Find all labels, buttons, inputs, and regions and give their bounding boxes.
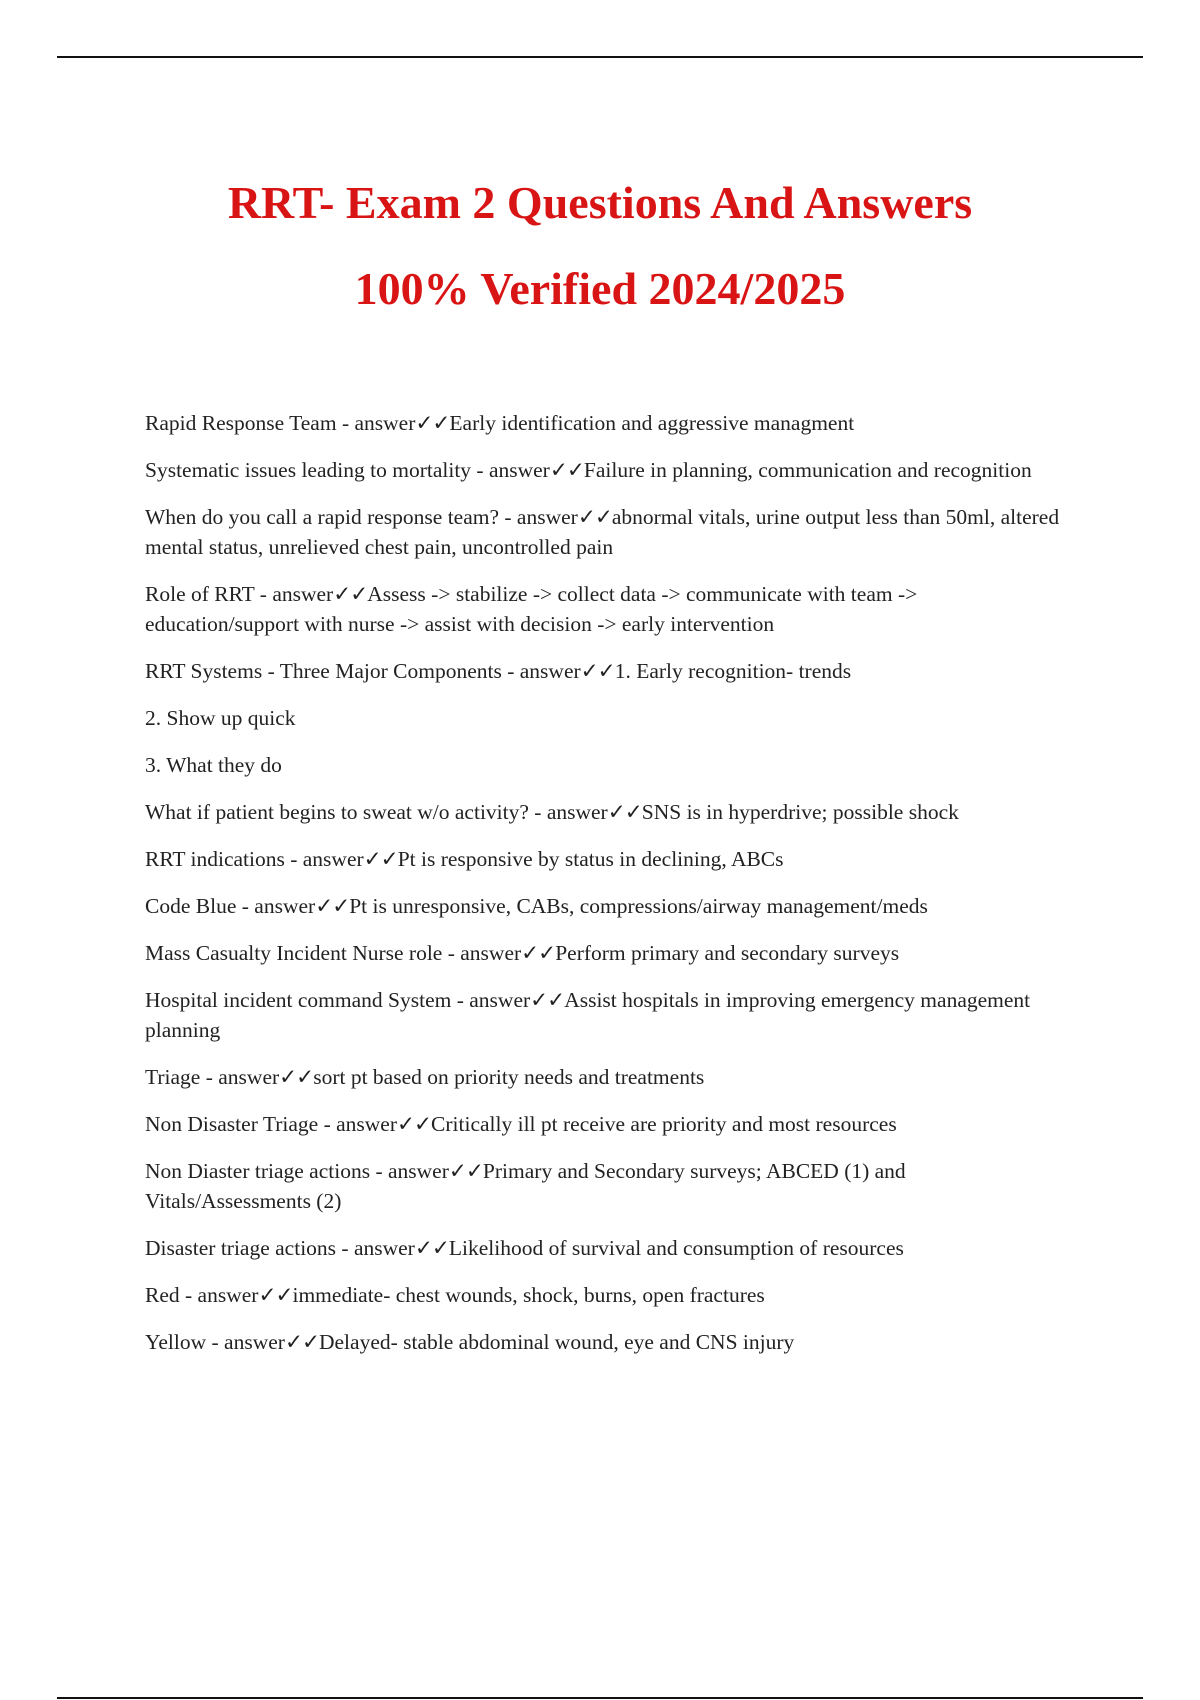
entry-separator: - answer [254,582,334,606]
entry-separator: - answer [442,941,522,965]
entry-separator: - answer [528,800,608,824]
entry-separator: - answer [318,1112,397,1136]
qa-entry [145,455,1075,485]
entry-term: Systematic issues leading to mortality [145,458,472,482]
double-check-icon: ✓✓ [530,988,565,1012]
qa-entry [145,1062,1075,1092]
entry-separator: - answer [179,1283,259,1307]
entry-term: RRT Systems - Three Major Components [145,659,502,683]
entry-answer: sort pt based on priority needs and treatments [313,1065,705,1089]
entry-term: Code Blue [145,894,237,918]
qa-entry [145,891,1075,921]
double-check-icon: ✓✓ [580,659,615,683]
entry-separator: - answer [284,847,364,871]
entry-separator: - answer [499,505,578,529]
double-check-icon: ✓✓ [415,411,450,435]
double-check-icon: ✓✓ [333,582,368,606]
entry-text: 3. What they do [145,753,282,777]
entry-separator: - answer [370,1159,449,1183]
qa-entry [145,502,1075,562]
double-check-icon: ✓✓ [607,800,642,824]
entry-answer: Pt is unresponsive, CABs, compressions/airway management/meds [349,894,928,918]
entry-answer: Assess -> stabilize -> collect data -> communicate with team -> education/support with nurse -> assist with decision -> early intervention [145,582,918,636]
entry-answer: Critically ill pt receive are priority and most resources [431,1112,897,1136]
double-check-icon: ✓✓ [363,847,398,871]
entry-term: Red [145,1283,180,1307]
entry-term: Non Diaster triage actions [145,1159,371,1183]
entry-separator: - answer [336,1236,415,1260]
entry-term: Disaster triage actions [145,1236,337,1260]
entry-term: Role of RRT [145,582,255,606]
qa-entry [145,408,1075,438]
entry-answer: Failure in planning, communication and recognition [583,458,1032,482]
entry-answer: immediate- chest wounds, shock, burns, open fractures [292,1283,765,1307]
entry-separator: - answer [236,894,316,918]
entry-term: Non Disaster Triage [145,1112,319,1136]
double-check-icon: ✓✓ [549,458,584,482]
entry-answer: Primary and Secondary surveys; ABCED (1) and Vitals/Assessments (2) [145,1159,906,1213]
qa-entry [145,1233,1075,1263]
entry-separator: - answer [206,1330,285,1354]
entry-separator: - answer [200,1065,280,1089]
entry-term: Rapid Response Team [145,411,337,435]
entry-term: What if patient begins to sweat w/o activity? [145,800,529,824]
entry-answer: 1. Early recognition- trends [614,659,852,683]
qa-entry [145,1109,1075,1139]
entry-answer: Assist hospitals in improving emergency management planning [145,988,1031,1042]
double-check-icon: ✓✓ [258,1283,293,1307]
qa-entry [145,656,1075,686]
qa-list [145,408,1075,1374]
title-line-2: 100% Verified 2024/2025 [354,263,846,314]
top-rule [57,56,1143,58]
entry-answer: Delayed- stable abdominal wound, eye and CNS injury [318,1330,795,1354]
entry-term: Mass Casualty Incident Nurse role [145,941,443,965]
double-check-icon: ✓✓ [397,1112,432,1136]
entry-term: Yellow [145,1330,207,1354]
entry-term: Hospital incident command System [145,988,452,1012]
entry-answer: Pt is responsive by status in declining, ABCs [397,847,784,871]
double-check-icon: ✓✓ [315,894,350,918]
qa-entry [145,703,1075,733]
qa-entry [145,938,1075,968]
double-check-icon: ✓✓ [577,505,612,529]
document-title [0,160,1200,332]
qa-entry [145,844,1075,874]
qa-entry [145,1156,1075,1216]
entry-separator: - answer [501,659,581,683]
double-check-icon: ✓✓ [284,1330,319,1354]
entry-term: RRT indications [145,847,285,871]
qa-entry [145,1280,1075,1310]
entry-separator: - answer [471,458,550,482]
bottom-rule [57,1697,1143,1699]
entry-separator: - answer [451,988,531,1012]
double-check-icon: ✓✓ [521,941,556,965]
qa-entry [145,579,1075,639]
qa-entry [145,797,1075,827]
entry-answer: Likelihood of survival and consumption of resources [448,1236,904,1260]
qa-entry [145,985,1075,1045]
entry-answer: SNS is in hyperdrive; possible shock [641,800,959,824]
qa-entry [145,1327,1075,1357]
entry-term: When do you call a rapid response team? [145,505,500,529]
title-line-1: RRT- Exam 2 Questions And Answers [227,177,973,228]
entry-term: Triage [145,1065,201,1089]
entry-separator: - answer [336,411,416,435]
entry-answer: Perform primary and secondary surveys [555,941,900,965]
qa-entry [145,750,1075,780]
entry-answer: abnormal vitals, urine output less than 50ml, altered mental status, unrelieved chest pain, uncontrolled pain [145,505,1060,559]
double-check-icon: ✓✓ [279,1065,314,1089]
double-check-icon: ✓✓ [414,1236,449,1260]
double-check-icon: ✓✓ [448,1159,483,1183]
entry-answer: Early identification and aggressive managment [449,411,855,435]
entry-text: 2. Show up quick [145,706,296,730]
